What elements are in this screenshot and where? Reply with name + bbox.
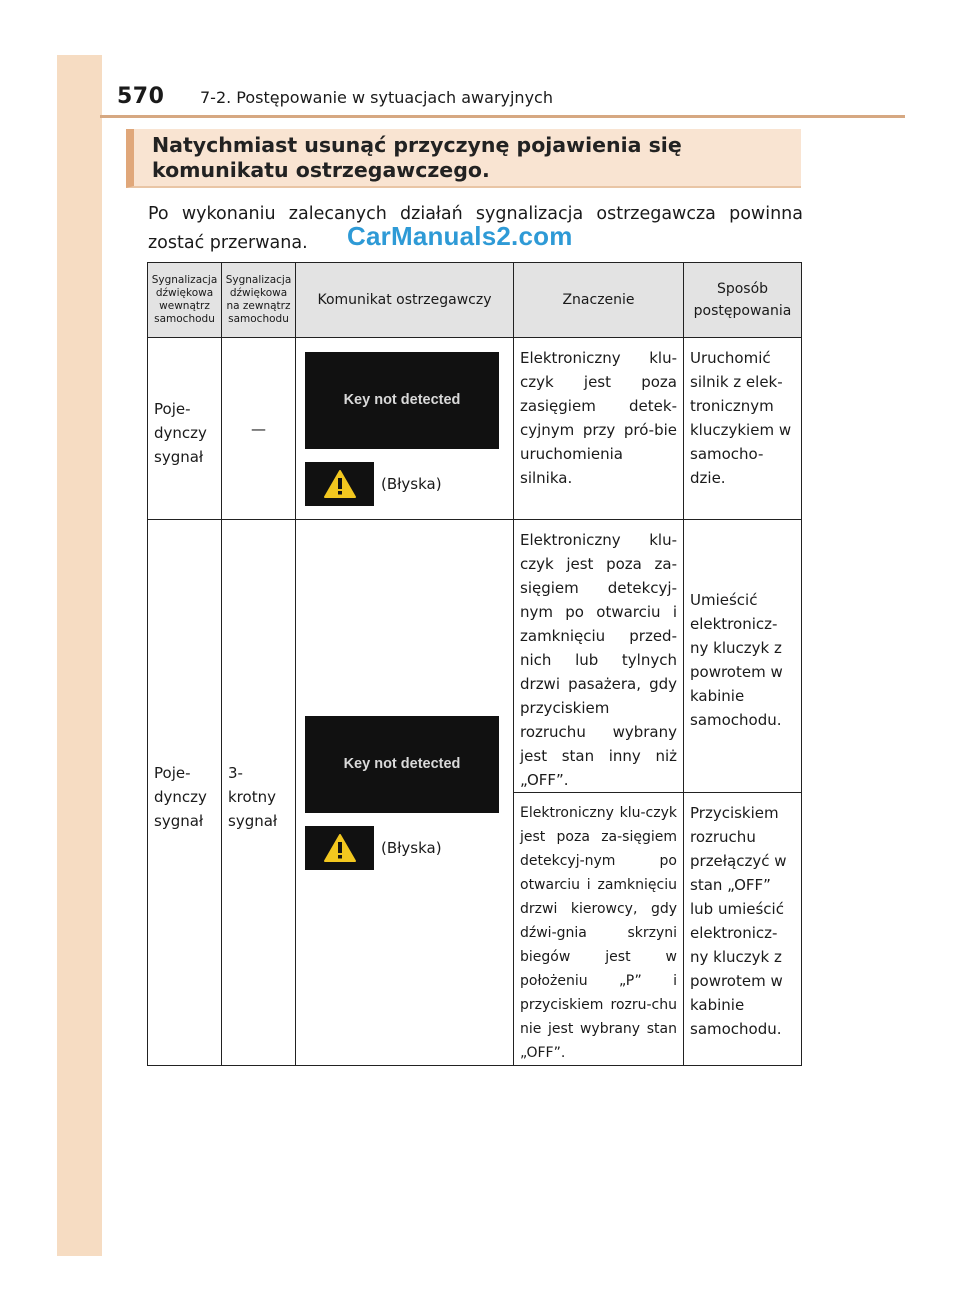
table-row [148, 338, 802, 520]
display-screen [305, 352, 499, 449]
display-message: Key not detected [343, 392, 461, 408]
header-inside-signal: Sygnalizacja dźwiękowa wewnątrz samochodu [148, 263, 222, 338]
header-message: Komunikat ostrzegawczy [296, 263, 514, 338]
header-outside-signal: Sygnalizacja dźwiękowa na zewnątrz samochodu [222, 263, 296, 338]
display-message: Key not detected [343, 756, 461, 772]
cell-outside-signal: — [222, 338, 296, 520]
outside-signal-text: 3-krotny sygnał [228, 763, 278, 830]
flash-label: (Błyska) [381, 838, 442, 857]
warning-indicator-row [305, 462, 507, 506]
cell-outside-signal [222, 520, 296, 1066]
cell-warning-message [296, 520, 514, 1066]
left-margin-band [57, 55, 102, 1256]
page-number: 570 [117, 84, 165, 109]
inside-signal-text: Poje-dynczy sygnał [154, 399, 207, 466]
cell-action: Umieścić elektronicz-ny kluczyk z powrotem w kabinie samochodu. [684, 520, 802, 793]
notice-title: Natychmiast usunąć przyczynę pojawienia się komunikatu ostrzegawczego. [152, 133, 682, 182]
cell-inside-signal [148, 338, 222, 520]
notice-box [126, 129, 801, 188]
cell-action: Uruchomić silnik z elek-tronicznym kluczykiem w samocho-dzie. [684, 338, 802, 520]
table-row [148, 520, 802, 793]
cell-meaning: Elektroniczny klu-czyk jest poza za-sięgiem detekcyj-nym po otwarciu i zamknięciu drzwi kierowcy, gdy dźwi-gnia skrzyni biegów jest w położeniu „P” i przyciskiem rozru-chu nie jest wybrany stan „OFF”. [514, 793, 684, 1066]
flash-label: (Błyska) [381, 474, 442, 493]
display-screen [305, 716, 499, 813]
warning-indicator-row [305, 826, 507, 870]
watermark-link[interactable]: CarManuals2.com [347, 221, 573, 251]
warning-triangle-icon [305, 462, 374, 506]
header-divider [100, 115, 905, 118]
table-header-row [148, 263, 802, 338]
warning-triangle-icon [305, 826, 374, 870]
cell-meaning: Elektroniczny klu-czyk jest poza za-sięgiem detekcyj-nym po otwarciu i zamknięciu przed-nich lub tylnych drzwi pasażera, gdy przyciskiem rozruchu wybrany jest stan inny niż „OFF”. [514, 520, 684, 793]
header-meaning: Znaczenie [514, 263, 684, 338]
cell-action: Przyciskiem rozruchu przełączyć w stan „OFF” lub umieścić elektronicz-ny kluczyk z powrotem w kabinie samochodu. [684, 793, 802, 1066]
warning-table [147, 262, 802, 1066]
cell-meaning: Elektroniczny klu-czyk jest poza zasięgiem detek-cyjnym przy pró-bie uruchomienia silnika. [514, 338, 684, 520]
intro-paragraph: Po wykonaniu zalecanych działań sygnalizacja ostrzegawcza powinna zostać przerwana. [148, 204, 803, 253]
header-action: Sposób postępowania [684, 263, 802, 338]
cell-warning-message [296, 338, 514, 520]
cell-inside-signal [148, 520, 222, 1066]
inside-signal-text: Poje-dynczy sygnał [154, 763, 207, 830]
section-title: 7-2. Postępowanie w sytuacjach awaryjnych [200, 88, 553, 107]
